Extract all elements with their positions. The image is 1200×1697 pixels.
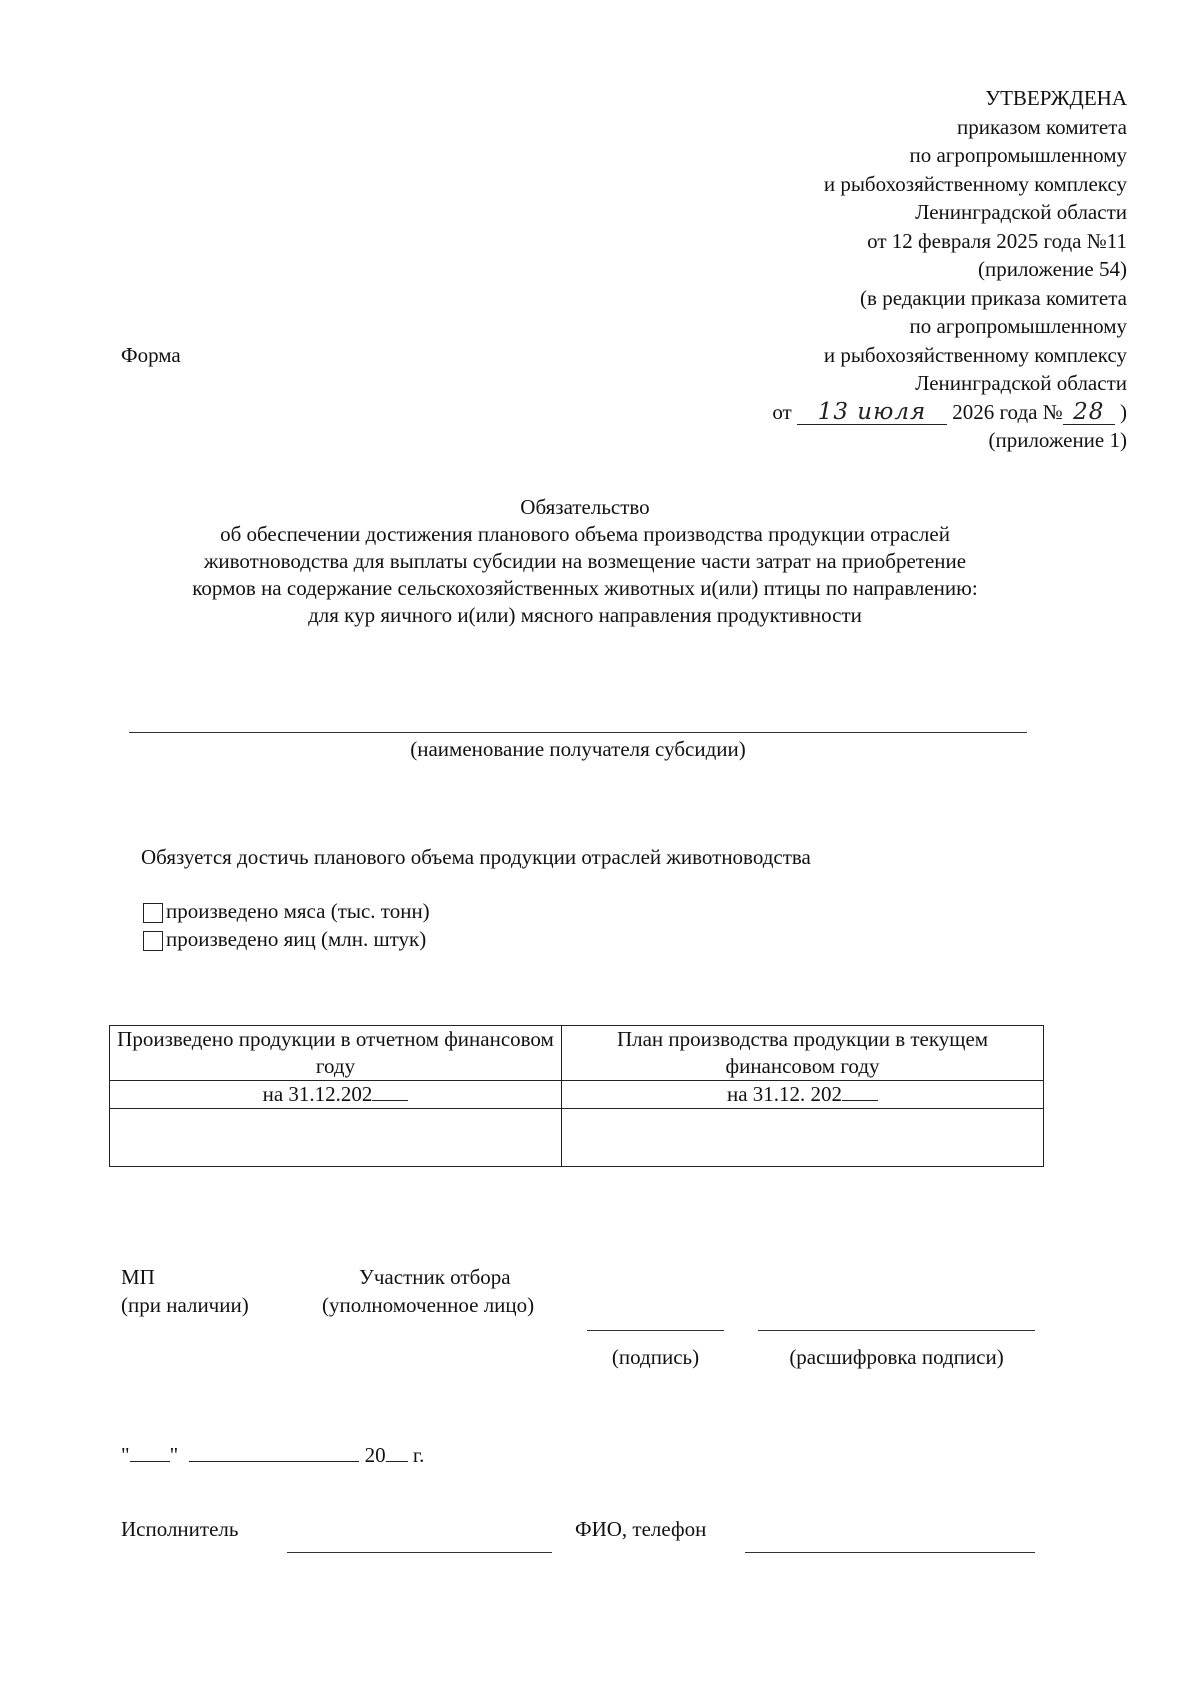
approval-line: (приложение 1) (988, 428, 1127, 452)
contact-label: ФИО, телефон (575, 1517, 707, 1541)
date-line (121, 1443, 424, 1468)
value-reported-year[interactable] (110, 1109, 562, 1167)
document-title (100, 494, 1070, 629)
signature-decode-field[interactable] (758, 1330, 1035, 1331)
date-close-quote: " (169, 1443, 179, 1467)
meat-option-label: произведено мяса (тыс. тонн) (166, 899, 430, 923)
year-suffix: г. (407, 1443, 425, 1467)
signature-decode-caption: (расшифровка подписи) (789, 1345, 1004, 1369)
approval-line: по агропромышленному (909, 314, 1127, 338)
year-digit-blank[interactable] (372, 1100, 408, 1101)
approval-line: и рыбохозяйственному комплексу (823, 342, 1127, 367)
month-field[interactable] (189, 1461, 359, 1462)
executor-field[interactable] (287, 1552, 552, 1553)
participant-note: (уполномоченное лицо) (322, 1293, 535, 1317)
approval-line: УТВЕРЖДЕНА (985, 86, 1127, 110)
amendment-prefix: от (772, 399, 792, 424)
production-table (109, 1025, 1044, 1167)
header-reported-year: Произведено продукции в отчетном финансовом году (110, 1026, 562, 1081)
date-plan-text: на 31.12. 202 (726, 1082, 843, 1106)
title-line: об обеспечении достижения планового объема производства продукции отраслей (220, 522, 950, 546)
value-plan-year[interactable] (562, 1109, 1044, 1167)
approval-line: по агропромышленному (909, 143, 1127, 167)
contact-field[interactable] (745, 1552, 1035, 1553)
signature-caption: (подпись) (611, 1345, 700, 1369)
handwritten-number: 28 (1063, 400, 1115, 425)
stamp-label: МП (121, 1265, 155, 1289)
executor-label: Исполнитель (121, 1517, 239, 1541)
handwritten-date: 13 июля (797, 400, 947, 425)
amendment-year: 2026 года № (952, 399, 1063, 424)
date-reported-year (110, 1081, 562, 1109)
title-line: для кур яичного и(или) мясного направления продуктивности (308, 603, 862, 627)
recipient-caption: (наименование получателя субсидии) (410, 737, 746, 761)
title-line: кормов на содержание сельскохозяйственных животных и(или) птицы по направлению: (192, 576, 978, 600)
meat-checkbox[interactable] (143, 903, 163, 923)
approval-line: и рыбохозяйственному комплексу (823, 171, 1127, 196)
title-line: Обязательство (520, 495, 650, 519)
year-digit-blank[interactable] (842, 1100, 878, 1101)
signature-field[interactable] (587, 1330, 724, 1331)
approval-line: (в редакции приказа комитета (860, 285, 1127, 310)
date-plan-year (562, 1081, 1044, 1109)
amendment-close: ) (1120, 399, 1127, 424)
stamp-note: (при наличии) (121, 1293, 249, 1317)
amendment-line (772, 398, 1127, 427)
table-header-row (110, 1026, 1044, 1081)
participant-label: Участник отбора (359, 1265, 511, 1289)
approval-line: от 12 февраля 2025 года №11 (867, 228, 1127, 253)
title-line: животноводства для выплаты субсидии на возмещение части затрат на приобретение (203, 549, 967, 573)
date-reported-text: на 31.12.202 (262, 1082, 373, 1106)
eggs-option-label: произведено яиц (млн. штук) (166, 927, 427, 951)
approval-block (772, 84, 1127, 455)
year-field[interactable] (386, 1461, 408, 1462)
table-date-row (110, 1081, 1044, 1109)
date-open-quote: " (121, 1443, 130, 1467)
form-label: Форма (121, 343, 181, 367)
table-value-row (110, 1109, 1044, 1167)
approval-line: приказом комитета (956, 114, 1127, 139)
day-field[interactable] (130, 1461, 170, 1462)
commitment-text: Обязуется достичь планового объема продукции отраслей животноводства (141, 845, 811, 869)
recipient-name-field[interactable] (129, 732, 1027, 733)
eggs-checkbox[interactable] (143, 931, 163, 951)
header-plan-year: План производства продукции в текущем финансовом году (562, 1026, 1044, 1081)
approval-line: Ленинградской области (915, 200, 1127, 224)
approval-line: Ленинградской области (915, 371, 1127, 395)
year-prefix: 20 (364, 1443, 386, 1467)
approval-line: (приложение 54) (977, 257, 1127, 281)
